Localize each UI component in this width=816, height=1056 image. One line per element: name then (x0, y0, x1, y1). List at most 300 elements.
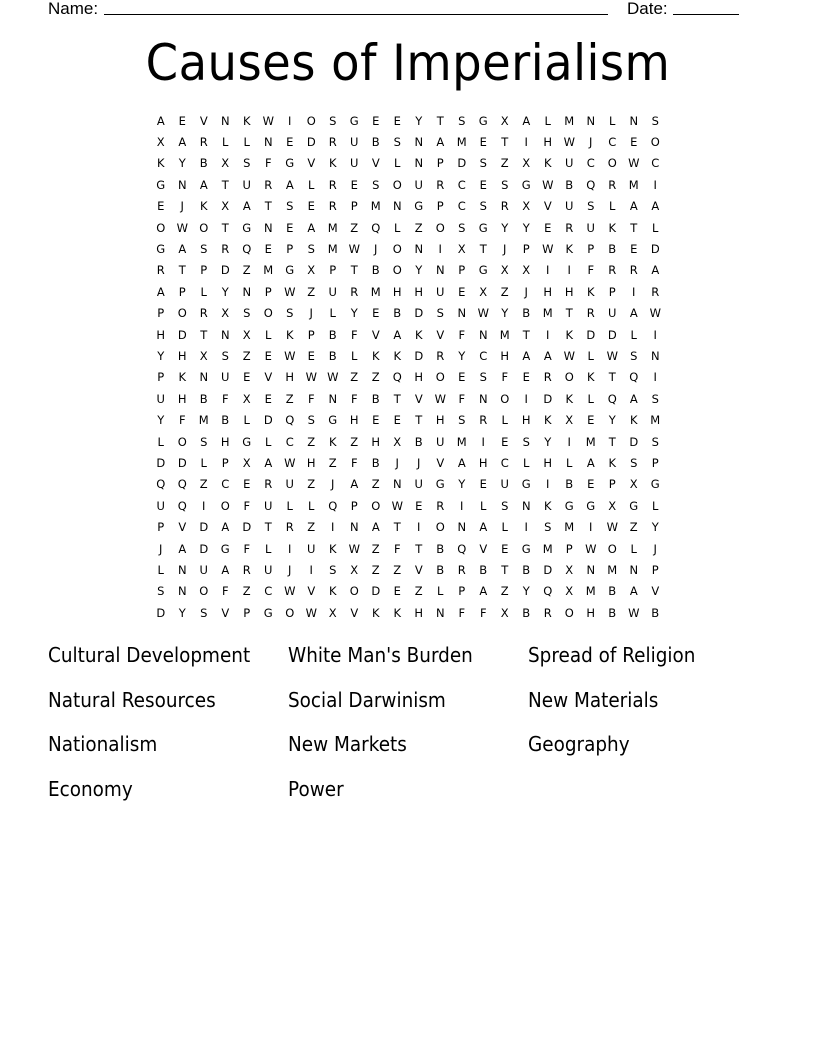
grid-letter[interactable]: D (414, 348, 424, 363)
grid-letter[interactable]: B (522, 306, 531, 321)
grid-letter[interactable]: B (221, 413, 230, 428)
grid-letter[interactable]: K (199, 199, 208, 214)
grid-letter[interactable]: G (521, 541, 531, 556)
grid-letter[interactable]: V (414, 391, 423, 406)
grid-letter[interactable]: O (156, 220, 166, 235)
grid-letter[interactable]: P (651, 455, 659, 470)
grid-letter[interactable]: X (565, 413, 574, 428)
grid-letter[interactable]: U (586, 220, 595, 235)
grid-letter[interactable]: G (564, 498, 574, 513)
grid-letter[interactable]: E (372, 306, 380, 321)
grid-letter[interactable]: S (630, 455, 638, 470)
grid-letter[interactable]: K (371, 605, 380, 620)
grid-letter[interactable]: X (629, 477, 638, 492)
grid-letter[interactable]: Y (522, 220, 530, 235)
grid-letter[interactable]: L (652, 220, 659, 235)
grid-letter[interactable]: Z (371, 562, 380, 577)
grid-letter[interactable]: G (478, 263, 488, 278)
grid-letter[interactable]: H (156, 327, 166, 342)
grid-letter[interactable]: R (543, 605, 552, 620)
grid-letter[interactable]: E (479, 177, 487, 192)
grid-letter[interactable]: S (544, 520, 552, 535)
grid-letter[interactable]: K (178, 370, 187, 385)
grid-letter[interactable]: X (307, 263, 316, 278)
grid-letter[interactable]: G (156, 242, 166, 257)
grid-letter[interactable]: K (586, 370, 595, 385)
grid-letter[interactable]: U (307, 541, 316, 556)
grid-letter[interactable]: I (438, 242, 442, 257)
grid-letter[interactable]: P (243, 605, 251, 620)
grid-letter[interactable]: O (650, 135, 660, 150)
grid-letter[interactable]: E (587, 413, 595, 428)
grid-letter[interactable]: D (543, 562, 553, 577)
grid-letter[interactable]: H (414, 370, 424, 385)
grid-letter[interactable]: U (156, 391, 165, 406)
grid-letter[interactable]: T (565, 306, 573, 321)
grid-letter[interactable]: X (242, 455, 251, 470)
grid-letter[interactable]: N (392, 199, 402, 214)
grid-letter[interactable]: X (221, 199, 230, 214)
grid-letter[interactable]: B (328, 348, 337, 363)
grid-letter[interactable]: W (284, 284, 296, 299)
grid-letter[interactable]: X (457, 242, 466, 257)
grid-letter[interactable]: P (608, 477, 616, 492)
grid-letter[interactable]: B (199, 156, 208, 171)
grid-letter[interactable]: G (478, 220, 488, 235)
grid-letter[interactable]: F (458, 391, 466, 406)
grid-letter[interactable]: M (628, 177, 639, 192)
grid-letter[interactable]: L (308, 498, 315, 513)
grid-letter[interactable]: F (479, 605, 487, 620)
grid-letter[interactable]: K (608, 455, 617, 470)
grid-letter[interactable]: W (262, 113, 274, 128)
grid-letter[interactable]: E (458, 284, 466, 299)
grid-letter[interactable]: U (500, 477, 509, 492)
grid-letter[interactable]: D (371, 584, 381, 599)
grid-letter[interactable]: M (456, 434, 467, 449)
grid-letter[interactable]: Z (393, 562, 402, 577)
grid-letter[interactable]: O (564, 605, 574, 620)
grid-letter[interactable]: F (221, 584, 229, 599)
grid-letter[interactable]: I (524, 391, 528, 406)
grid-letter[interactable]: M (263, 263, 274, 278)
grid-letter[interactable]: F (264, 156, 272, 171)
grid-letter[interactable]: S (458, 413, 466, 428)
grid-letter[interactable]: K (371, 348, 380, 363)
grid-letter[interactable]: G (285, 263, 295, 278)
grid-letter[interactable]: M (370, 284, 381, 299)
grid-letter[interactable]: A (629, 391, 638, 406)
grid-letter[interactable]: A (221, 562, 230, 577)
grid-letter[interactable]: T (501, 135, 509, 150)
grid-letter[interactable]: S (200, 434, 208, 449)
grid-letter[interactable]: S (307, 242, 315, 257)
grid-letter[interactable]: S (286, 199, 294, 214)
grid-letter[interactable]: M (564, 113, 575, 128)
grid-letter[interactable]: N (263, 135, 273, 150)
grid-letter[interactable]: I (653, 327, 657, 342)
grid-letter[interactable]: I (524, 520, 528, 535)
grid-letter[interactable]: S (243, 306, 251, 321)
grid-letter[interactable]: W (628, 156, 640, 171)
grid-letter[interactable]: U (565, 199, 574, 214)
grid-letter[interactable]: H (564, 284, 574, 299)
grid-letter[interactable]: P (565, 541, 573, 556)
grid-letter[interactable]: S (458, 113, 466, 128)
grid-letter[interactable]: R (436, 498, 445, 513)
grid-letter[interactable]: Y (221, 284, 229, 299)
grid-letter[interactable]: D (263, 413, 273, 428)
grid-letter[interactable]: N (586, 562, 596, 577)
grid-letter[interactable]: N (177, 584, 187, 599)
grid-letter[interactable]: V (221, 605, 230, 620)
grid-letter[interactable]: W (542, 242, 554, 257)
grid-letter[interactable]: L (329, 306, 336, 321)
grid-letter[interactable]: T (479, 242, 487, 257)
grid-letter[interactable]: C (586, 156, 595, 171)
grid-letter[interactable]: X (242, 327, 251, 342)
grid-letter[interactable]: J (288, 562, 292, 577)
grid-letter[interactable]: W (434, 391, 446, 406)
grid-letter[interactable]: B (414, 434, 423, 449)
grid-letter[interactable]: A (629, 306, 638, 321)
grid-letter[interactable]: S (651, 113, 659, 128)
grid-letter[interactable]: P (157, 370, 165, 385)
grid-letter[interactable]: T (608, 434, 616, 449)
grid-letter[interactable]: M (607, 562, 618, 577)
grid-letter[interactable]: A (178, 135, 187, 150)
grid-letter[interactable]: S (587, 199, 595, 214)
grid-letter[interactable]: Z (500, 584, 509, 599)
grid-letter[interactable]: P (200, 263, 208, 278)
grid-letter[interactable]: Z (414, 220, 423, 235)
grid-letter[interactable]: B (371, 263, 380, 278)
grid-letter[interactable]: I (546, 263, 550, 278)
grid-letter[interactable]: L (587, 391, 594, 406)
grid-letter[interactable]: Z (350, 434, 359, 449)
grid-letter[interactable]: J (503, 242, 507, 257)
grid-letter[interactable]: L (157, 562, 164, 577)
grid-letter[interactable]: S (286, 306, 294, 321)
grid-letter[interactable]: X (350, 562, 359, 577)
grid-letter[interactable]: J (395, 455, 399, 470)
grid-letter[interactable]: A (242, 199, 251, 214)
grid-letter[interactable]: L (308, 177, 315, 192)
grid-letter[interactable]: V (199, 113, 208, 128)
grid-letter[interactable]: A (651, 263, 660, 278)
grid-letter[interactable]: H (521, 413, 531, 428)
grid-letter[interactable]: U (565, 156, 574, 171)
grid-letter[interactable]: L (157, 434, 164, 449)
grid-letter[interactable]: V (307, 156, 316, 171)
grid-letter[interactable]: I (546, 327, 550, 342)
grid-letter[interactable]: B (328, 327, 337, 342)
grid-letter[interactable]: R (156, 263, 165, 278)
grid-letter[interactable]: H (500, 348, 510, 363)
grid-letter[interactable]: P (458, 584, 466, 599)
grid-letter[interactable]: L (394, 220, 401, 235)
grid-letter[interactable]: N (586, 113, 596, 128)
grid-letter[interactable]: S (630, 348, 638, 363)
grid-letter[interactable]: N (328, 391, 338, 406)
grid-letter[interactable]: M (650, 413, 661, 428)
grid-letter[interactable]: H (414, 284, 424, 299)
grid-letter[interactable]: C (221, 477, 230, 492)
grid-letter[interactable]: Q (392, 370, 402, 385)
grid-letter[interactable]: D (156, 455, 166, 470)
grid-letter[interactable]: X (565, 562, 574, 577)
grid-letter[interactable]: Z (371, 541, 380, 556)
grid-letter[interactable]: E (393, 113, 401, 128)
grid-letter[interactable]: K (285, 327, 294, 342)
grid-letter[interactable]: A (156, 113, 165, 128)
grid-letter[interactable]: M (370, 199, 381, 214)
grid-letter[interactable]: S (436, 306, 444, 321)
grid-letter[interactable]: X (393, 434, 402, 449)
grid-letter[interactable]: H (306, 455, 316, 470)
grid-letter[interactable]: W (542, 177, 554, 192)
grid-letter[interactable]: G (220, 541, 230, 556)
grid-letter[interactable]: T (415, 541, 423, 556)
grid-letter[interactable]: S (501, 498, 509, 513)
grid-letter[interactable]: D (177, 327, 187, 342)
grid-letter[interactable]: E (587, 477, 595, 492)
date-blank-line[interactable] (673, 14, 739, 15)
grid-letter[interactable]: W (305, 370, 317, 385)
grid-letter[interactable]: F (501, 370, 509, 385)
grid-letter[interactable]: H (392, 284, 402, 299)
grid-letter[interactable]: W (284, 348, 296, 363)
grid-letter[interactable]: P (651, 562, 659, 577)
grid-letter[interactable]: P (264, 284, 272, 299)
grid-letter[interactable]: H (177, 391, 187, 406)
grid-letter[interactable]: L (630, 327, 637, 342)
grid-letter[interactable]: E (157, 199, 165, 214)
grid-letter[interactable]: S (221, 348, 229, 363)
grid-letter[interactable]: F (458, 327, 466, 342)
grid-letter[interactable]: N (650, 348, 660, 363)
grid-letter[interactable]: W (327, 370, 339, 385)
grid-letter[interactable]: S (200, 605, 208, 620)
grid-letter[interactable]: B (565, 177, 574, 192)
grid-letter[interactable]: Y (501, 220, 509, 235)
grid-letter[interactable]: P (458, 263, 466, 278)
grid-letter[interactable]: Z (629, 520, 638, 535)
grid-letter[interactable]: T (393, 391, 401, 406)
grid-letter[interactable]: W (284, 455, 296, 470)
grid-letter[interactable]: Z (371, 477, 380, 492)
grid-letter[interactable]: F (587, 263, 595, 278)
grid-letter[interactable]: R (242, 562, 251, 577)
grid-letter[interactable]: E (501, 434, 509, 449)
grid-letter[interactable]: X (565, 584, 574, 599)
grid-letter[interactable]: Q (457, 541, 467, 556)
grid-letter[interactable]: P (587, 242, 595, 257)
grid-letter[interactable]: P (157, 520, 165, 535)
grid-letter[interactable]: X (242, 391, 251, 406)
grid-letter[interactable]: B (522, 605, 531, 620)
grid-letter[interactable]: L (501, 413, 508, 428)
grid-letter[interactable]: Y (651, 520, 659, 535)
grid-letter[interactable]: J (180, 199, 184, 214)
grid-letter[interactable]: R (608, 263, 617, 278)
grid-letter[interactable]: V (479, 541, 488, 556)
grid-letter[interactable]: A (393, 327, 402, 342)
grid-letter[interactable]: X (522, 199, 531, 214)
grid-letter[interactable]: B (479, 562, 488, 577)
grid-letter[interactable]: Q (371, 220, 381, 235)
grid-letter[interactable]: A (221, 520, 230, 535)
grid-letter[interactable]: L (351, 348, 358, 363)
grid-letter[interactable]: S (501, 177, 509, 192)
grid-letter[interactable]: D (156, 605, 166, 620)
grid-letter[interactable]: U (285, 477, 294, 492)
grid-letter[interactable]: V (350, 605, 359, 620)
grid-letter[interactable]: O (435, 370, 445, 385)
grid-letter[interactable]: C (285, 434, 294, 449)
grid-letter[interactable]: R (651, 284, 660, 299)
grid-letter[interactable]: L (265, 434, 272, 449)
grid-letter[interactable]: H (414, 605, 424, 620)
grid-letter[interactable]: N (414, 135, 424, 150)
grid-letter[interactable]: K (393, 348, 402, 363)
grid-letter[interactable]: S (329, 562, 337, 577)
grid-letter[interactable]: N (242, 284, 252, 299)
grid-letter[interactable]: K (543, 156, 552, 171)
grid-letter[interactable]: A (522, 113, 531, 128)
grid-letter[interactable]: G (263, 605, 273, 620)
grid-letter[interactable]: M (327, 242, 338, 257)
grid-letter[interactable]: T (608, 370, 616, 385)
grid-letter[interactable]: T (436, 113, 444, 128)
grid-letter[interactable]: B (608, 584, 617, 599)
grid-letter[interactable]: G (435, 477, 445, 492)
grid-letter[interactable]: A (479, 584, 488, 599)
grid-letter[interactable]: Q (543, 584, 553, 599)
grid-letter[interactable]: W (606, 520, 618, 535)
grid-letter[interactable]: T (630, 220, 638, 235)
grid-letter[interactable]: I (546, 477, 550, 492)
grid-letter[interactable]: Y (415, 113, 423, 128)
grid-letter[interactable]: E (286, 135, 294, 150)
grid-letter[interactable]: X (221, 306, 230, 321)
grid-letter[interactable]: B (651, 605, 660, 620)
grid-letter[interactable]: D (457, 156, 467, 171)
grid-letter[interactable]: C (500, 455, 509, 470)
grid-letter[interactable]: S (307, 413, 315, 428)
grid-letter[interactable]: U (156, 498, 165, 513)
grid-letter[interactable]: O (263, 306, 273, 321)
grid-letter[interactable]: R (328, 199, 337, 214)
grid-letter[interactable]: G (242, 220, 252, 235)
grid-letter[interactable]: I (567, 263, 571, 278)
grid-letter[interactable]: Y (157, 348, 165, 363)
grid-letter[interactable]: J (524, 284, 528, 299)
grid-letter[interactable]: I (202, 498, 206, 513)
grid-letter[interactable]: H (586, 605, 596, 620)
grid-letter[interactable]: O (177, 434, 187, 449)
grid-letter[interactable]: R (436, 177, 445, 192)
grid-letter[interactable]: P (608, 284, 616, 299)
grid-letter[interactable]: Y (157, 413, 165, 428)
grid-letter[interactable]: O (349, 584, 359, 599)
grid-letter[interactable]: A (586, 455, 595, 470)
grid-letter[interactable]: E (307, 199, 315, 214)
grid-letter[interactable]: P (522, 242, 530, 257)
grid-letter[interactable]: I (653, 370, 657, 385)
grid-letter[interactable]: X (199, 348, 208, 363)
grid-letter[interactable]: W (628, 605, 640, 620)
grid-letter[interactable]: G (521, 477, 531, 492)
grid-letter[interactable]: M (585, 434, 596, 449)
grid-letter[interactable]: E (178, 113, 186, 128)
grid-letter[interactable]: K (328, 156, 337, 171)
grid-letter[interactable]: L (480, 498, 487, 513)
grid-letter[interactable]: T (264, 520, 272, 535)
grid-letter[interactable]: P (329, 263, 337, 278)
grid-letter[interactable]: F (350, 327, 358, 342)
grid-letter[interactable]: D (177, 455, 187, 470)
grid-letter[interactable]: E (307, 348, 315, 363)
grid-letter[interactable]: L (286, 498, 293, 513)
grid-letter[interactable]: O (177, 306, 187, 321)
grid-letter[interactable]: N (629, 113, 639, 128)
grid-letter[interactable]: C (608, 135, 617, 150)
grid-letter[interactable]: S (522, 434, 530, 449)
grid-letter[interactable]: C (457, 177, 466, 192)
grid-letter[interactable]: U (221, 370, 230, 385)
grid-letter[interactable]: T (522, 327, 530, 342)
grid-letter[interactable]: G (521, 177, 531, 192)
grid-letter[interactable]: U (414, 177, 423, 192)
grid-letter[interactable]: I (309, 562, 313, 577)
grid-letter[interactable]: A (178, 242, 187, 257)
grid-letter[interactable]: K (414, 327, 423, 342)
grid-letter[interactable]: Y (350, 306, 358, 321)
grid-letter[interactable]: J (653, 541, 657, 556)
grid-letter[interactable]: W (606, 348, 618, 363)
grid-letter[interactable]: G (285, 156, 295, 171)
grid-letter[interactable]: D (607, 327, 617, 342)
grid-letter[interactable]: L (243, 135, 250, 150)
grid-letter[interactable]: S (372, 177, 380, 192)
grid-letter[interactable]: F (350, 391, 358, 406)
grid-letter[interactable]: I (417, 520, 421, 535)
grid-letter[interactable]: X (221, 156, 230, 171)
grid-letter[interactable]: H (349, 413, 359, 428)
grid-letter[interactable]: J (159, 541, 163, 556)
grid-letter[interactable]: Q (156, 477, 166, 492)
grid-letter[interactable]: B (371, 135, 380, 150)
grid-letter[interactable]: Y (544, 434, 552, 449)
grid-letter[interactable]: O (392, 177, 402, 192)
grid-letter[interactable]: S (157, 584, 165, 599)
grid-letter[interactable]: G (328, 413, 338, 428)
grid-letter[interactable]: I (288, 541, 292, 556)
grid-letter[interactable]: J (309, 306, 313, 321)
grid-letter[interactable]: F (307, 391, 315, 406)
grid-letter[interactable]: Z (307, 284, 316, 299)
grid-letter[interactable]: I (331, 520, 335, 535)
grid-letter[interactable]: Q (586, 177, 596, 192)
grid-letter[interactable]: M (327, 220, 338, 235)
grid-letter[interactable]: X (500, 113, 509, 128)
grid-letter[interactable]: M (585, 584, 596, 599)
grid-letter[interactable]: U (436, 284, 445, 299)
grid-letter[interactable]: A (436, 135, 445, 150)
grid-letter[interactable]: I (632, 284, 636, 299)
grid-letter[interactable]: P (157, 306, 165, 321)
